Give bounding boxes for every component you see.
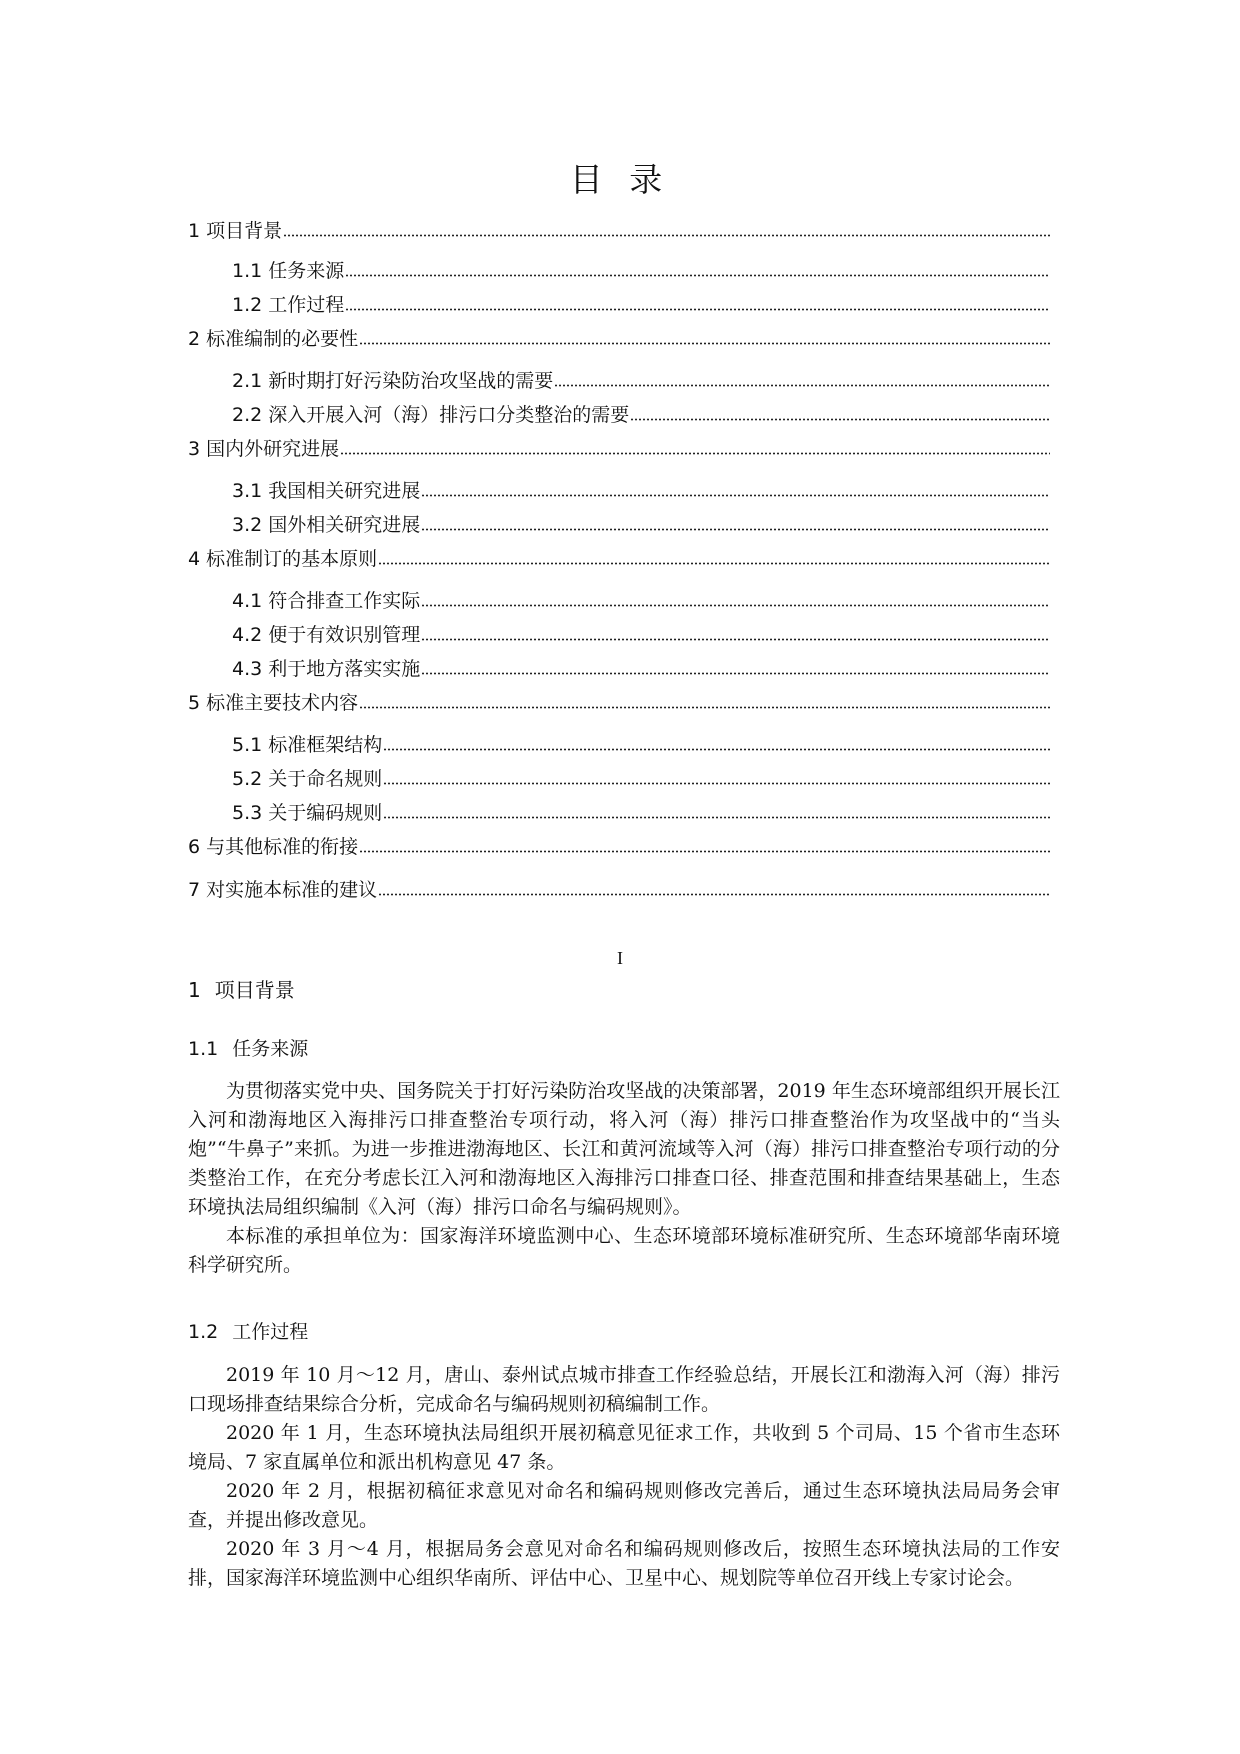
toc-leader-dots	[421, 527, 1050, 532]
toc-entry[interactable]	[188, 876, 1050, 902]
toc-entry-label: 2.2 深入开展入河（海）排污口分类整治的需要	[232, 404, 630, 426]
section-title: 项目背景	[214, 978, 295, 1002]
toc-entry[interactable]	[188, 545, 1050, 571]
subsection-body	[188, 1361, 1060, 1593]
toc-entry[interactable]	[188, 435, 1050, 461]
toc-entry[interactable]	[232, 367, 1050, 393]
toc-leader-dots	[421, 637, 1050, 642]
subsection-number: 1.1	[188, 1038, 219, 1060]
toc-entry-label: 1 项目背景	[188, 220, 283, 242]
toc-leader-dots	[283, 233, 1050, 238]
subsection-heading	[188, 1318, 308, 1346]
toc-entry-label: 3.2 国外相关研究进展	[232, 514, 421, 536]
section-heading	[188, 975, 295, 1005]
toc-leader-dots	[359, 705, 1050, 710]
paragraph: 2020 年 3 月～4 月，根据局务会意见对命名和编码规则修改后，按照生态环境执法局的工作安排，国家海洋环境监测中心组织华南所、评估中心、卫星中心、规划院等单位召开线上专家讨论会。	[188, 1538, 1060, 1589]
toc-leader-dots	[378, 892, 1050, 897]
toc-entry[interactable]	[188, 217, 1050, 243]
subsection-title: 任务来源	[232, 1038, 309, 1060]
toc-entry-label: 1.2 工作过程	[232, 294, 345, 316]
toc-entry-label: 3.1 我国相关研究进展	[232, 480, 421, 502]
toc-entry[interactable]	[232, 655, 1050, 681]
toc-entry-label: 7 对实施本标准的建议	[188, 879, 378, 901]
toc-entry[interactable]	[188, 833, 1050, 859]
toc-entry[interactable]	[188, 325, 1050, 351]
paragraph: 2019 年 10 月～12 月，唐山、泰州试点城市排查工作经验总结，开展长江和渤海入河（海）排污口现场排查结果综合分析，完成命名与编码规则初稿编制工作。	[188, 1364, 1060, 1415]
toc-leader-dots	[359, 849, 1050, 854]
toc-entry[interactable]	[232, 621, 1050, 647]
toc-leader-dots	[630, 417, 1050, 422]
paragraph: 2020 年 1 月，生态环境执法局组织开展初稿意见征求工作，共收到 5 个司局、15 个省市生态环境局、7 家直属单位和派出机构意见 47 条。	[188, 1422, 1060, 1473]
toc-entry[interactable]	[232, 799, 1050, 825]
toc-entry[interactable]	[232, 291, 1050, 317]
toc-leader-dots	[421, 671, 1050, 676]
toc-entry-label: 5.3 关于编码规则	[232, 802, 383, 824]
paragraph: 为贯彻落实党中央、国务院关于打好污染防治攻坚战的决策部署，2019 年生态环境部组织开展长江入河和渤海地区入海排污口排查整治专项行动，将入河（海）排污口排查整治作为攻坚战中的“当头炮”“牛鼻子”来抓。为进一步推进渤海地区、长江和黄河流域等入河（海）排污口排查整治专项行动的分类整治工作，在充分考虑长江入河和渤海地区入海排污口排查口径、排查范围和排查结果基础上，生态环境执法局组织编制《入河（海）排污口命名与编码规则》。	[188, 1080, 1060, 1218]
toc-entry[interactable]	[232, 587, 1050, 613]
page-number: I	[617, 948, 623, 968]
toc-title: 目 录	[569, 160, 671, 199]
paragraph: 本标准的承担单位为：国家海洋环境监测中心、生态环境部环境标准研究所、生态环境部华南环境科学研究所。	[188, 1225, 1060, 1276]
toc-entry[interactable]	[232, 731, 1050, 757]
toc-leader-dots	[340, 451, 1050, 456]
toc-leader-dots	[383, 781, 1050, 786]
toc-leader-dots	[359, 341, 1050, 346]
toc-entry-label: 3 国内外研究进展	[188, 438, 340, 460]
toc-entry-label: 6 与其他标准的衔接	[188, 836, 359, 858]
toc-entry-label: 4 标准制订的基本原则	[188, 548, 378, 570]
toc-entry-label: 4.3 利于地方落实实施	[232, 658, 421, 680]
toc-leader-dots	[345, 307, 1050, 312]
toc-leader-dots	[378, 561, 1050, 566]
toc-leader-dots	[421, 603, 1050, 608]
toc-entry[interactable]	[188, 689, 1050, 715]
toc-entry[interactable]	[232, 401, 1050, 427]
toc-entry-label: 4.2 便于有效识别管理	[232, 624, 421, 646]
toc-entry-label: 4.1 符合排查工作实际	[232, 590, 421, 612]
section-number: 1	[188, 978, 201, 1002]
paragraph: 2020 年 2 月，根据初稿征求意见对命名和编码规则修改完善后，通过生态环境执法局局务会审查，并提出修改意见。	[188, 1480, 1060, 1531]
toc-entry-label: 2 标准编制的必要性	[188, 328, 359, 350]
toc-entry-label: 5.2 关于命名规则	[232, 768, 383, 790]
toc-entry-label: 5 标准主要技术内容	[188, 692, 359, 714]
toc-leader-dots	[421, 493, 1050, 498]
subsection-heading	[188, 1035, 308, 1063]
toc-entry[interactable]	[232, 477, 1050, 503]
toc-entry-label: 5.1 标准框架结构	[232, 734, 383, 756]
subsection-number: 1.2	[188, 1321, 219, 1343]
subsection-body	[188, 1077, 1060, 1280]
toc-entry[interactable]	[232, 765, 1050, 791]
toc-entry-label: 1.1 任务来源	[232, 260, 345, 282]
toc-entry[interactable]	[232, 511, 1050, 537]
subsection-title: 工作过程	[232, 1321, 309, 1343]
toc-leader-dots	[345, 273, 1050, 278]
toc-entry-label: 2.1 新时期打好污染防治攻坚战的需要	[232, 370, 554, 392]
toc-entry[interactable]	[232, 257, 1050, 283]
toc-leader-dots	[554, 383, 1050, 388]
toc-leader-dots	[383, 815, 1050, 820]
toc-leader-dots	[383, 747, 1050, 752]
